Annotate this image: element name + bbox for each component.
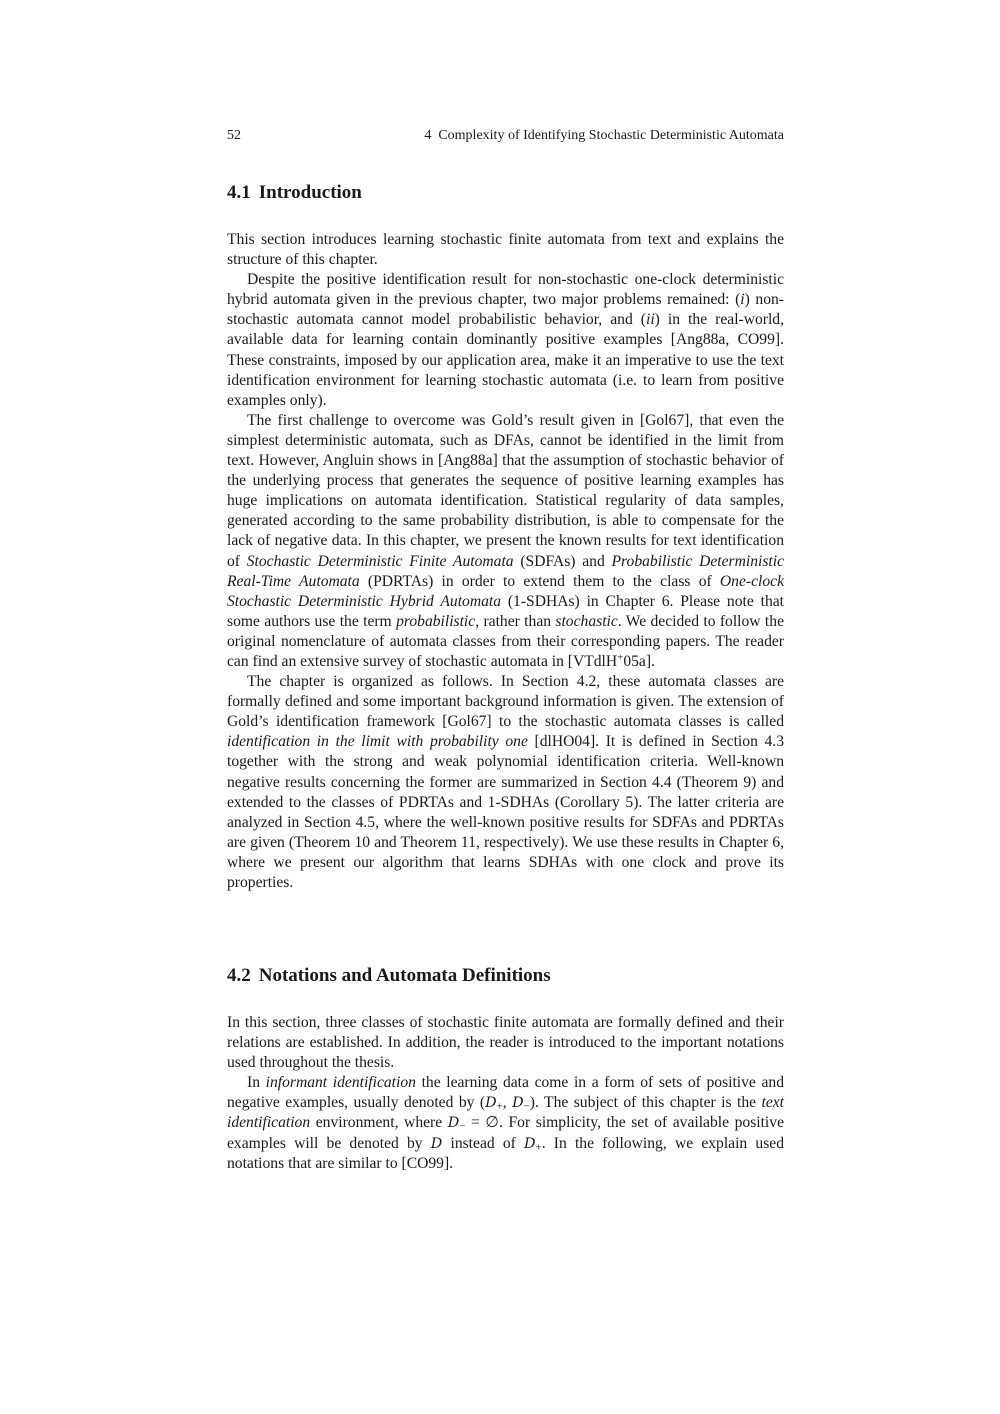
text-run: the learning data come in a form of sets of positive and negative examples, usually denoted by ( <box>227 1074 784 1112</box>
chapter-title: 4 Complexity of Identifying Stochastic Deterministic Automata <box>424 128 784 143</box>
math-expression: = ∅ <box>465 1114 499 1132</box>
paragraph-text: This section introduces learning stochastic finite automata from text and explains the structure of this chapter. <box>227 231 784 269</box>
emphasis: One-clock Stochastic Deterministic Hybrid Automata <box>227 572 784 610</box>
text-run: The first challenge to overcome was Gold’s result given in [Gol67], that even the simplest deterministic automata, such as DFAs, cannot be identified in the limit from text. However, Angluin shows in [Ang88a] that the assumption of stochastic behavior of the underlying process that generates the sequence of positive learning examples has huge implications on automata identification. Statistical regularity of data samples, generated according to the same probability distribution, is able to compensate for the lack of negative data. In this chapter, we present the known results for text identification of <box>227 411 784 570</box>
text-run: , <box>502 1094 513 1112</box>
text-run: In <box>247 1074 266 1092</box>
emphasis: Probabilistic Deterministic Real-Time Automata <box>227 552 785 590</box>
text-run: ) in the real-world, available data for learning contain dominantly positive examples [Ang88a, CO99]. These constraints, imposed by our application area, make it an imperative to use the text identification environment for learning stochastic automata (i.e. to learn from positive examples only). <box>227 311 784 409</box>
emphasis: text identification <box>227 1094 785 1132</box>
emphasis: i <box>740 291 745 309</box>
emphasis: stochastic <box>555 612 618 630</box>
section-heading-introduction <box>227 181 362 205</box>
text-run: (SDFAs) and <box>513 552 612 570</box>
text-run: . For simplicity, the set of available positive examples will be denoted by <box>227 1114 784 1152</box>
paragraph <box>227 1013 784 1073</box>
math-subscript: + <box>535 1141 542 1154</box>
math-symbol: D <box>524 1135 536 1152</box>
text-run: . We decided to follow the original nomenclature of automata classes from their corresponding papers. The reader can find an extensive survey of stochastic automata in [VTdlH <box>227 612 784 670</box>
math-subscript: − <box>523 1101 530 1114</box>
section-title: Introduction <box>258 182 362 203</box>
paragraph <box>227 672 784 893</box>
notations-body <box>227 1013 784 1174</box>
text-run: ). The subject of this chapter is the <box>529 1094 762 1112</box>
text-run: ) non-stochastic automata cannot model probabilistic behavior, and ( <box>227 291 784 329</box>
text-run: 05a]. <box>623 652 655 670</box>
text-run: (PDRTAs) in order to extend them to the class of <box>359 572 720 590</box>
math-symbol: D <box>430 1135 443 1152</box>
emphasis: identification in the limit with probability one <box>227 733 528 751</box>
emphasis: probabilistic <box>396 612 476 630</box>
introduction-body <box>227 230 784 893</box>
paragraph <box>227 1073 784 1173</box>
text-run: instead of <box>442 1134 525 1152</box>
paragraph <box>227 230 784 270</box>
math-subscript: + <box>496 1101 503 1114</box>
text-run: , rather than <box>475 612 556 630</box>
math-symbol: D <box>512 1095 524 1112</box>
paragraph <box>227 270 784 411</box>
section-number: 4.1 <box>227 182 251 203</box>
text-run: environment, where <box>310 1114 448 1132</box>
text-run: The chapter is organized as follows. In Section 4.2, these automata classes are formally defined and some important background information is given. The extension of Gold’s identification framework [Gol67] to the stochastic automata classes is called <box>227 673 784 731</box>
paragraph <box>227 411 784 672</box>
math-subscript: − <box>459 1121 466 1134</box>
superscript: + <box>617 651 624 664</box>
section-title: Notations and Automata Definitions <box>258 965 551 986</box>
text-run: [dlHO04]. It is defined in Section 4.3 together with the strong and weak polynomial identification criteria. Well-known negative results concerning the former are summarized in Section 4.4 (Theorem 9) and extended to the classes of PDRTAs and 1-SDHAs (Corollary 5). The latter criteria are analyzed in Section 4.5, where the well-known positive results for SDFAs and PDRTAs are given (Theorem 10 and Theorem 11, respectively). We use these results in Chapter 6, where we present our algorithm that learns SDHAs with one clock and prove its properties. <box>227 733 784 891</box>
emphasis: Stochastic Deterministic Finite Automata <box>246 552 514 570</box>
emphasis: informant identification <box>265 1074 416 1092</box>
section-heading-notations <box>227 964 551 988</box>
math-symbol: D <box>447 1115 460 1132</box>
emphasis: ii <box>645 311 655 329</box>
text-run: Despite the positive identification result for non-stochastic one-clock deterministic hybrid automata given in the previous chapter, two major problems remained: ( <box>227 271 784 309</box>
paragraph-text: In this section, three classes of stochastic finite automata are formally defined and their relations are established. In addition, the reader is introduced to the important notations used throughout the thesis. <box>227 1014 784 1072</box>
text-run: . In the following, we explain used notations that are similar to [CO99]. <box>227 1134 784 1172</box>
math-symbol: D <box>485 1095 497 1112</box>
text-run: (1-SDHAs) in Chapter 6. Please note that some authors use the term <box>227 592 784 630</box>
section-number: 4.2 <box>227 965 251 986</box>
page-number: 52 <box>227 128 241 143</box>
